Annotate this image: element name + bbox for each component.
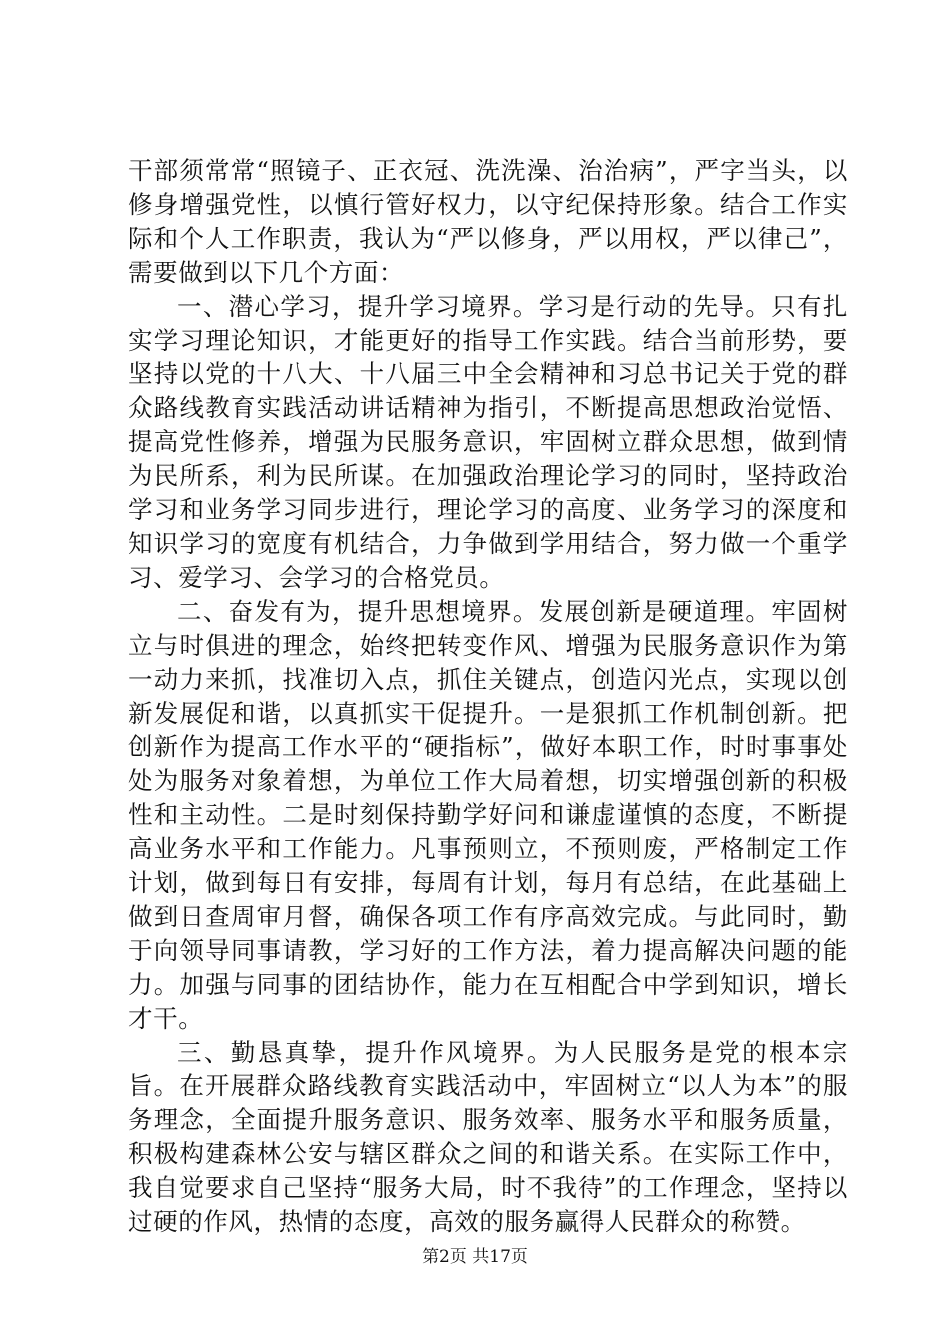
paragraph-section-three: 三、勤恳真挚，提升作风境界。为人民服务是党的根本宗旨。在开展群众路线教育实践活动中，牢固树立“以人为本”的服务理念，全面提升服务意识、服务效率、服务水平和服务质量，积极构建森林公安与辖区群众之间的和谐关系。在实际工作中，我自觉要求自己坚持“服务大局，时不我待”的工作理念，坚持以过硬的作风，热情的态度，高效的服务赢得人民群众的称赞。 bbox=[128, 1037, 848, 1237]
paragraph-section-two: 二、奋发有为，提升思想境界。发展创新是硬道理。牢固树立与时俱进的理念，始终把转变作风、增强为民服务意识作为第一动力来抓，找准切入点，抓住关键点，创造闪光点，实现以创新发展促和谐，以真抓实干促提升。一是狠抓工作机制创新。把创新作为提高工作水平的“硬指标”，做好本职工作，时时事事处处为服务对象着想，为单位工作大局着想，切实增强创新的积极性和主动性。二是时刻保持勤学好问和谦虚谨慎的态度，不断提高业务水平和工作能力。凡事预则立，不预则废，严格制定工作计划，做到每日有安排，每周有计划，每月有总结，在此基础上做到日查周审月督，确保各项工作有序高效完成。与此同时，勤于向领导同事请教，学习好的工作方法，着力提高解决问题的能力。加强与同事的团结协作，能力在互相配合中学到知识，增长才干。 bbox=[128, 596, 848, 1033]
paragraph-section-one: 一、潜心学习，提升学习境界。学习是行动的先导。只有扎实学习理论知识，才能更好的指导工作实践。结合当前形势，要坚持以党的十八大、十八届三中全会精神和习总书记关于党的群众路线教育实践活动讲话精神为指引，不断提高思想政治觉悟、提高党性修养，增强为民服务意识，牢固树立群众思想，做到情为民所系，利为民所谋。在加强政治理论学习的同时，坚持政治学习和业务学习同步进行，理论学习的高度、业务学习的深度和知识学习的宽度有机结合，力争做到学用结合，努力做一个重学习、爱学习、会学习的合格党员。 bbox=[128, 291, 848, 592]
document-body bbox=[128, 154, 848, 1239]
page-number-footer: 第2页 共17页 bbox=[422, 1247, 528, 1267]
paragraph-intro: 干部须常常“照镜子、正衣冠、洗洗澡、治治病”，严字当头，以修身增强党性，以慎行管好权力，以守纪保持形象。结合工作实际和个人工作职责，我认为“严以修身，严以用权，严以律己”，需要做到以下几个方面： bbox=[128, 156, 848, 287]
